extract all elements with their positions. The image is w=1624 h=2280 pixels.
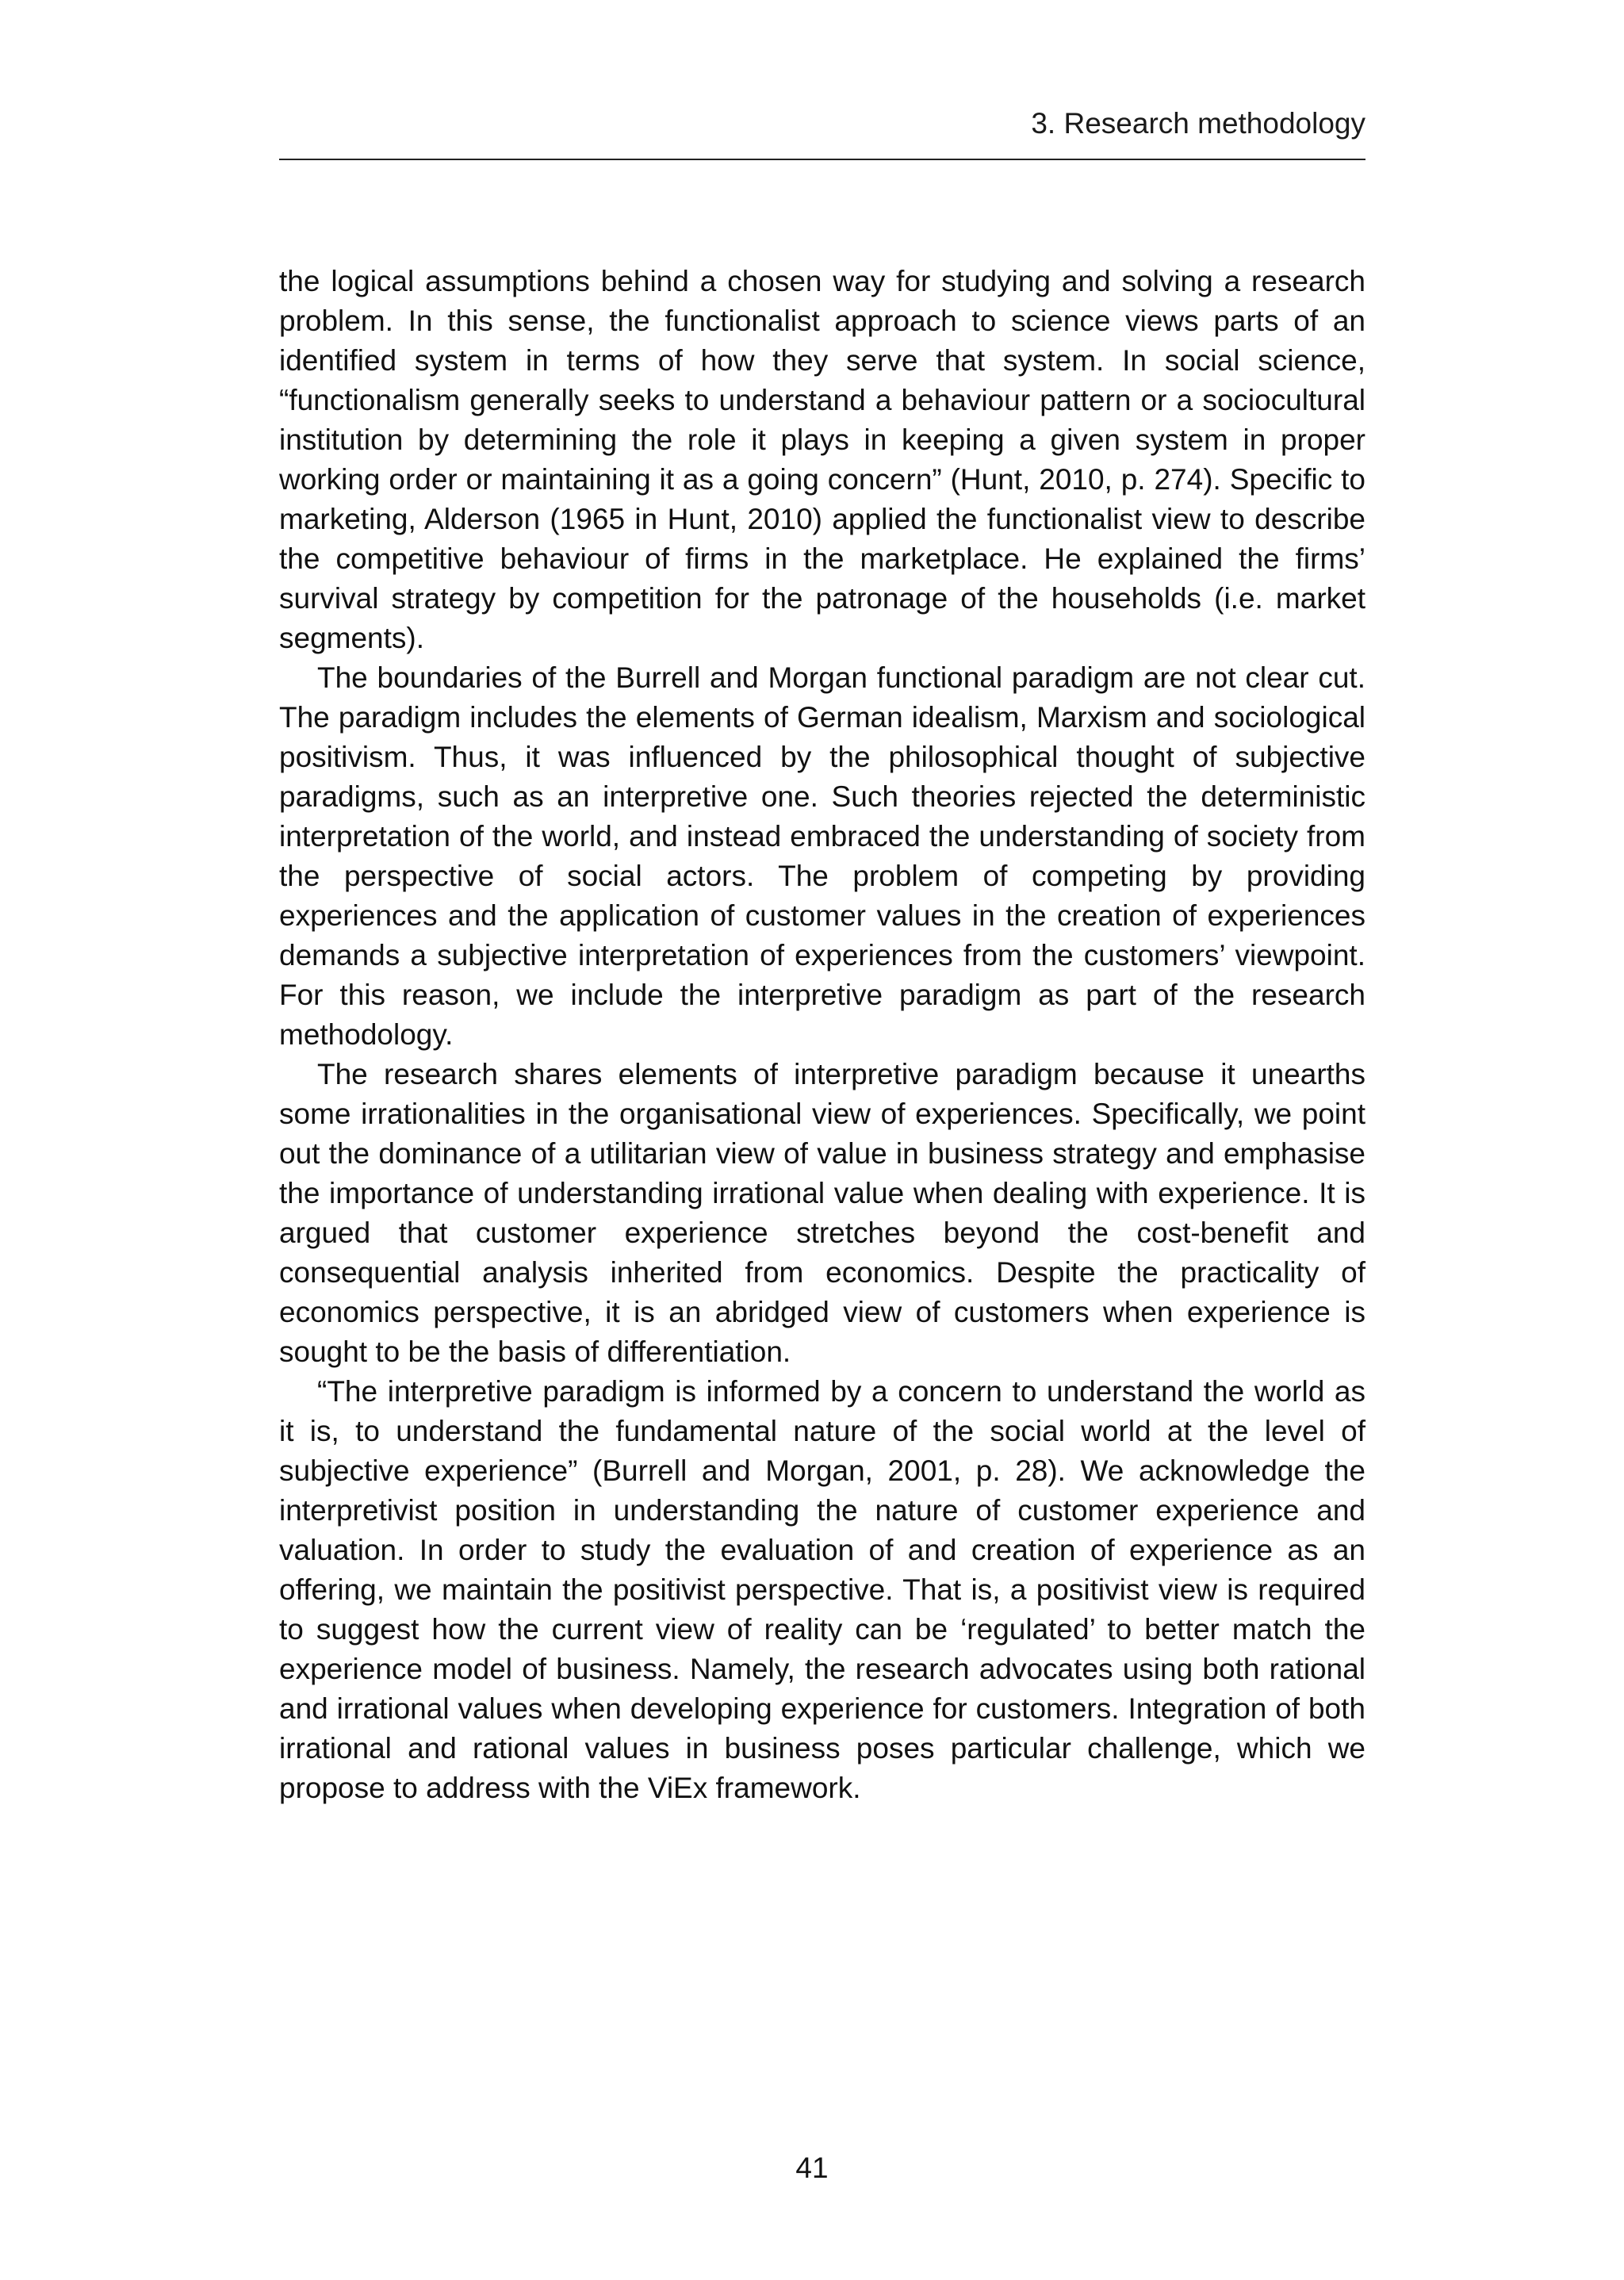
page-number: 41 (795, 2152, 829, 2184)
paragraph-interpretive-quote: “The interpretive paradigm is informed by a concern to understand the world as it is, to understand the fundamental nature of the social world at the level of subjective experience” (Burrell and Morgan, 2001, p. 28). We acknowledge the interpretivist position in understanding the nature of customer experience and valuation. In order to study the evaluation of and creation of experience as an offering, we maintain the positivist perspective. That is, a positivist view is required to suggest how the current view of reality can be ‘regulated’ to better match the experience model of business. Namely, the research advocates using both rational and irrational values when developing experience for customers. Integration of both irrational and rational values in business poses particular challenge, which we propose to address with the ViEx framework. (279, 1375, 1365, 1804)
paragraph-functional-paradigm: The boundaries of the Burrell and Morgan functional paradigm are not clear cut. The paradigm includes the elements of German idealism, Marxism and sociological positivism. Thus, it was influenced by the philosophical thought of subjective paradigms, such as an interpretive one. Such theories rejected the deterministic interpretation of the world, and instead embraced the understanding of society from the perspective of social actors. The problem of competing by providing experiences and the application of customer values in the creation of experiences demands a subjective interpretation of experiences from the customers’ viewpoint. For this reason, we include the interpretive paradigm as part of the research methodology. (279, 661, 1365, 1051)
running-title: 3. Research methodology (1031, 107, 1365, 140)
running-header (279, 102, 1365, 160)
paragraph-continuation: the logical assumptions behind a chosen way for studying and solving a research problem. In this sense, the functionalist approach to science views parts of an identified system in terms of how they serve that system. In social science, “functionalism generally seeks to understand a behaviour pattern or a sociocultural institution by determining the role it plays in keeping a given system in proper working order or maintaining it as a going concern” (Hunt, 2010, p. 274). Specific to marketing, Alderson (1965 in Hunt, 2010) applied the functionalist view to describe the competitive behaviour of firms in the marketplace. He explained the firms’ survival strategy by competition for the patronage of the households (i.e. market segments). (279, 265, 1365, 654)
paragraph-interpretive-elements: The research shares elements of interpretive paradigm because it unearths some irrationalities in the organisational view of experiences. Specifically, we point out the dominance of a utilitarian view of value in business strategy and emphasise the importance of understanding irrational value when dealing with experience. It is argued that customer experience stretches beyond the cost-benefit and consequential analysis inherited from economics. Despite the practicality of economics perspective, it is an abridged view of customers when experience is sought to be the basis of differentiation. (279, 1058, 1365, 1368)
body-text (279, 262, 1365, 1808)
